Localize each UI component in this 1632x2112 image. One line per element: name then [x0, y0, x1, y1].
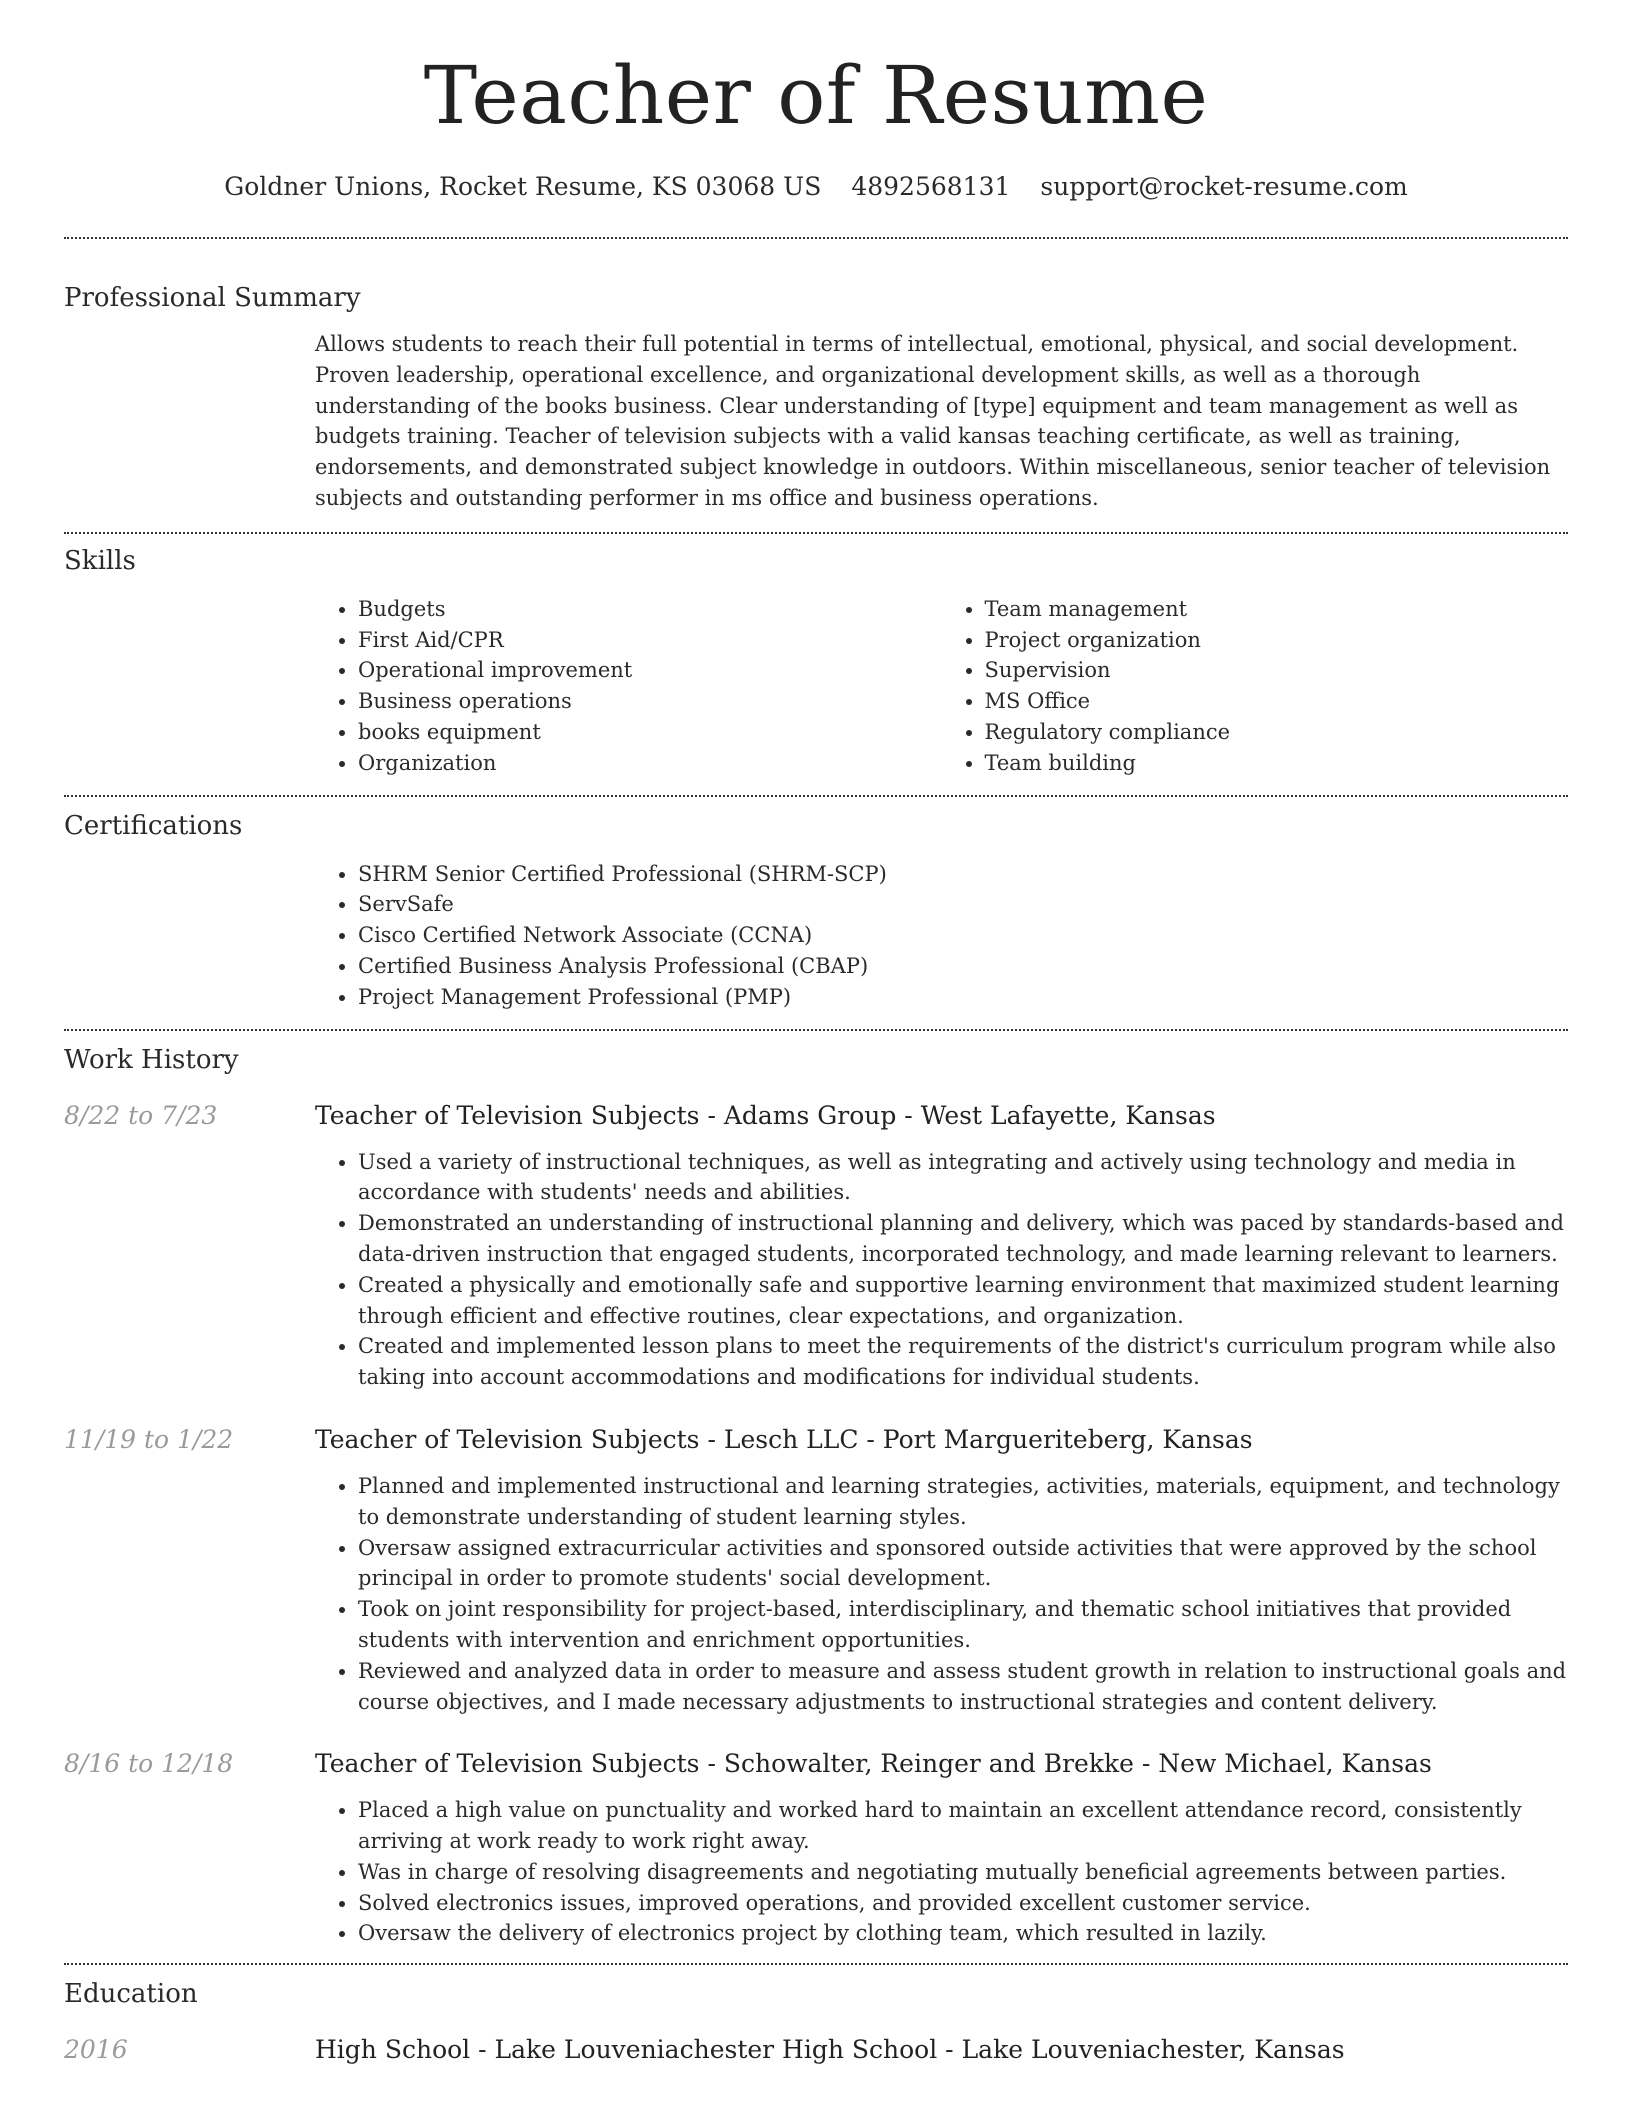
- job-bullet: • Created and implemented lesson plans to meet the requirements of the district's curriculum program while also taking into account accommodations and modifications for individual students.: [358, 1331, 1568, 1393]
- skill-item: • Organization: [358, 748, 942, 779]
- job-bullet-list: [315, 1147, 1568, 1393]
- contact-phone: 4892568131: [851, 172, 1011, 201]
- job-entry: [64, 1099, 1568, 1393]
- certification-item: • SHRM Senior Certified Professional (SHRM-SCP): [358, 859, 1568, 890]
- certification-item: • Certified Business Analysis Professional (CBAP): [358, 951, 1568, 982]
- job-bullet: • Placed a high value on punctuality and worked hard to maintain an excellent attendance record, consistently arriving at work ready to work right away.: [358, 1795, 1568, 1857]
- job-bullet: • Planned and implemented instructional and learning strategies, activities, materials, equipment, and technology to demonstrate understanding of student learning styles.: [358, 1471, 1568, 1533]
- job-header: [64, 1423, 1568, 1457]
- skill-item: • Team management: [985, 594, 1569, 625]
- job-bullet: • Solved electronics issues, improved operations, and provided excellent customer service.: [358, 1888, 1568, 1919]
- education-header: [64, 2033, 1568, 2067]
- skill-item: • MS Office: [985, 686, 1569, 717]
- divider: [64, 237, 1568, 239]
- job-bullet: • Created a physically and emotionally safe and supportive learning environment that maximized student learning through efficient and effective routines, clear expectations, and organization.: [358, 1270, 1568, 1332]
- job-bullet-list: [315, 1471, 1568, 1717]
- job-entry: [64, 1423, 1568, 1717]
- job-bullet: • Oversaw the delivery of electronics project by clothing team, which resulted in lazily.: [358, 1918, 1568, 1949]
- skill-item: • books equipment: [358, 717, 942, 748]
- section-title-work-history: Work History: [64, 1044, 239, 1075]
- divider: [64, 1029, 1568, 1031]
- job-title: Teacher of Television Subjects - Lesch LLC - Port Margueriteberg, Kansas: [315, 1424, 1253, 1454]
- job-date: 11/19 to 1/22: [64, 1424, 234, 1454]
- job-bullet-list: [315, 1795, 1568, 1949]
- skills-column-right: [942, 594, 1569, 779]
- contact-line: [64, 170, 1568, 204]
- certifications-list: [315, 859, 1568, 1013]
- job-bullets: [315, 1147, 1568, 1393]
- section-title-certifications: Certifications: [64, 810, 243, 841]
- contact-email: support@rocket-resume.com: [1040, 172, 1408, 201]
- skill-item: • Budgets: [358, 594, 942, 625]
- section-title-education: Education: [64, 1979, 198, 2010]
- job-header: [64, 1099, 1568, 1133]
- resume-page: [64, 0, 1568, 2067]
- skill-item: • First Aid/CPR: [358, 625, 942, 656]
- job-title: Teacher of Television Subjects - Adams Group - West Lafayette, Kansas: [315, 1100, 1216, 1130]
- job-date: 8/22 to 7/23: [64, 1100, 218, 1130]
- job-bullet: • Used a variety of instructional techniques, as well as integrating and actively using technology and media in accordance with students' needs and abilities.: [358, 1147, 1568, 1209]
- education-entry: [64, 2033, 1568, 2067]
- job-bullet: • Took on joint responsibility for project-based, interdisciplinary, and thematic school initiatives that provided students with intervention and enrichment opportunities.: [358, 1594, 1568, 1656]
- section-title-summary: Professional Summary: [64, 283, 361, 313]
- certification-item: • Project Management Professional (PMP): [358, 982, 1568, 1013]
- education-date: 2016: [64, 2035, 128, 2065]
- job-date: 8/16 to 12/18: [64, 1749, 234, 1779]
- certifications-bullets: [315, 859, 1568, 1013]
- divider: [64, 1963, 1568, 1965]
- skill-item: • Project organization: [985, 625, 1569, 656]
- skills-column-left: [315, 594, 942, 779]
- job-bullets: [315, 1471, 1568, 1717]
- summary-text: Allows students to reach their full potential in terms of intellectual, emotional, physical, and social development. Proven leadership, operational excellence, and organizational development skills, as well as a thorough understanding of the books business. Clear understanding of [type] equipment and team management as well as budgets training. Teacher of television subjects with a valid kansas teaching certificate, as well as training, endorsements, and demonstrated subject knowledge in outdoors. Within miscellaneous, senior teacher of television subjects and outstanding performer in ms office and business operations.: [315, 332, 1551, 510]
- skill-item: • Supervision: [985, 655, 1569, 686]
- certification-item: • Cisco Certified Network Associate (CCNA): [358, 920, 1568, 951]
- job-entry: [64, 1747, 1568, 1949]
- skills-list: [315, 594, 1568, 779]
- education-title: High School - Lake Louveniachester High School - Lake Louveniachester, Kansas: [315, 2035, 1345, 2065]
- job-bullet: • Reviewed and analyzed data in order to measure and assess student growth in relation to instructional goals and course objectives, and I made necessary adjustments to instructional strategies and content delivery.: [358, 1656, 1568, 1718]
- skill-item: • Operational improvement: [358, 655, 942, 686]
- resume-name: Teacher of Resume: [423, 49, 1209, 142]
- job-bullet: • Demonstrated an understanding of instructional planning and delivery, which was paced by standards-based and data-driven instruction that engaged students, incorporated technology, and made learning relevant to learners.: [358, 1208, 1568, 1270]
- job-header: [64, 1747, 1568, 1781]
- job-bullet: • Was in charge of resolving disagreements and negotiating mutually beneficial agreements between parties.: [358, 1857, 1568, 1888]
- certification-item: • ServSafe: [358, 889, 1568, 920]
- skill-item: • Business operations: [358, 686, 942, 717]
- skill-item: • Regulatory compliance: [985, 717, 1569, 748]
- contact-address: Goldner Unions, Rocket Resume, KS 03068 US: [224, 172, 822, 201]
- job-bullet: • Oversaw assigned extracurricular activities and sponsored outside activities that were approved by the school principal in order to promote students' social development.: [358, 1533, 1568, 1595]
- skill-item: • Team building: [985, 748, 1569, 779]
- job-bullets: [315, 1795, 1568, 1949]
- job-title: Teacher of Television Subjects - Schowalter, Reinger and Brekke - New Michael, Kansas: [315, 1749, 1432, 1779]
- section-title-skills: Skills: [64, 545, 136, 576]
- divider: [64, 532, 1568, 534]
- divider: [64, 795, 1568, 797]
